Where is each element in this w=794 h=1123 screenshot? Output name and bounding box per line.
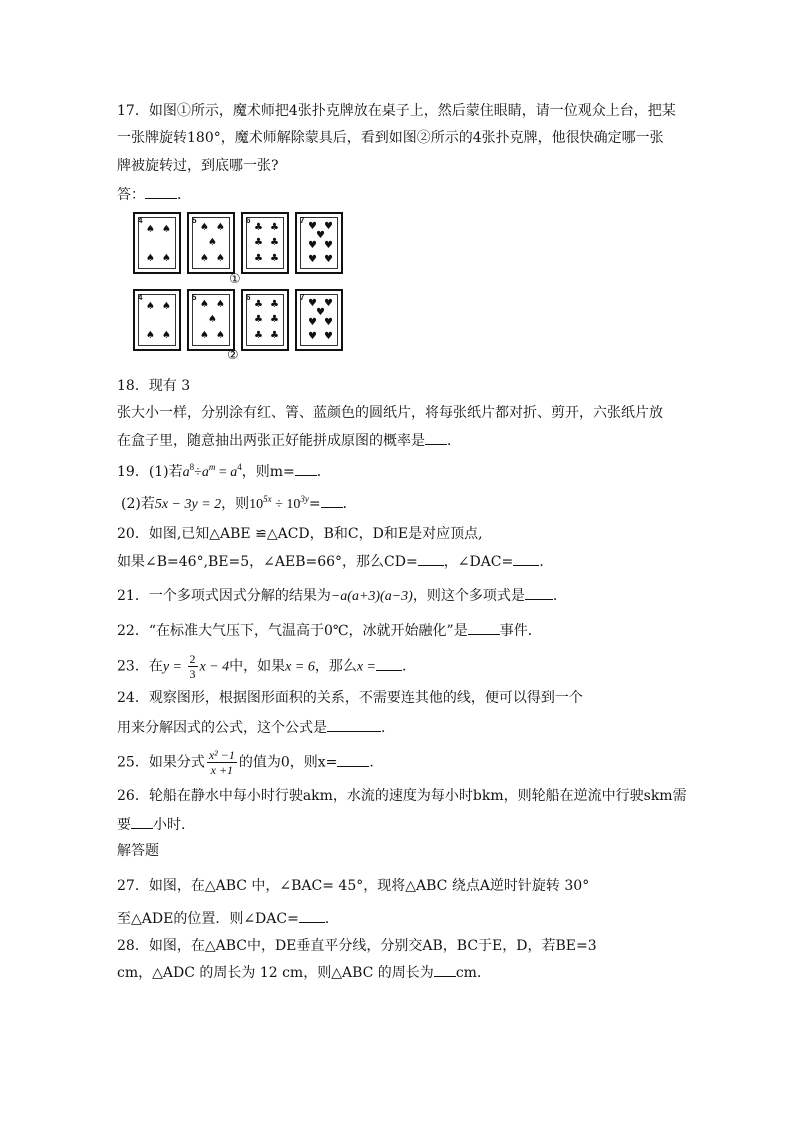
spade-icon: ♠: [208, 237, 217, 248]
figure-label-2: ②: [227, 348, 239, 363]
q22-prefix: 22．“在标准大气压下，气温高于0℃，冰就开始融化”是: [117, 623, 468, 639]
q20-line1: 20．如图,已知△ABE ≌△ACD，B和C，D和E是对应顶点,: [117, 526, 483, 542]
q22-line: [117, 620, 542, 641]
q27-line1: 27．如图，在△ABC 中，∠BAC= 45°，现将△ABC 绕点A逆时针旋转 30°: [117, 878, 590, 894]
card-rank: 7: [300, 216, 305, 225]
q18-line3: [117, 430, 461, 451]
q20-cd-blank[interactable]: [418, 551, 444, 566]
spade-icon: ♠: [200, 299, 209, 310]
q19-part2: [121, 489, 357, 515]
q28-line2-end: cm.: [455, 965, 482, 981]
q19-p2-end: ．: [342, 496, 357, 512]
spade-icon: ♠: [216, 299, 225, 310]
q19-p1-prefix: 19．(1)若: [117, 464, 183, 480]
heart-icon: ♥: [324, 254, 333, 265]
q17-answer-blank[interactable]: [145, 184, 177, 199]
q27-line2: [117, 908, 339, 929]
q23-den: 3: [189, 667, 196, 681]
q23-x: x =: [356, 659, 377, 675]
q26-line1: 26．轮船在静水中每小时行驶akm，水流的速度为每小时bkm，则轮船在逆流中行驶skm需: [117, 788, 687, 804]
q21-expr: −a(a+3)(a−3): [330, 589, 413, 604]
q28-line2-prefix: cm，△ADC 的周长为 12 cm，则△ABC 的周长为: [117, 965, 434, 981]
q19-p1-eq: =: [215, 465, 231, 480]
q21-blank[interactable]: [525, 585, 553, 600]
q26-line2-prefix: 要: [117, 817, 131, 833]
card-7-hearts-row2: [295, 289, 343, 351]
q19-p1-b: a: [201, 465, 209, 480]
card-rank: 5: [192, 216, 197, 225]
q19-p1-exp2: m: [208, 462, 216, 472]
heart-icon: ♥: [324, 298, 333, 309]
q21-mid: ，则这个多项式是: [412, 588, 525, 604]
q25-end: .: [369, 754, 374, 771]
club-icon: ♣: [254, 299, 263, 310]
heart-icon: ♥: [308, 221, 317, 232]
q21-prefix: 21．一个多项式因式分解的结果为: [117, 588, 331, 604]
card-rank: 6: [246, 293, 251, 302]
card-6-clubs-row1: [241, 212, 289, 274]
q25-mid: 的值为0，则x=: [238, 754, 338, 771]
q17-line2: 一张牌旋转180°，魔术师解除蒙具后，看到如图②所示的4张扑克牌，他很快确定哪一张: [117, 130, 664, 146]
q21-line: [117, 585, 557, 607]
q20-line2: [117, 551, 544, 572]
card-rank: 4: [138, 293, 143, 302]
heart-icon: ♥: [316, 307, 325, 318]
q20-line2-a: 如果∠B=46°,BE=5，∠AEB=66°，那么CD=: [117, 554, 418, 570]
q19-p1-mid: ，则m=: [241, 464, 295, 480]
q19-p1-a: a: [182, 465, 190, 480]
q24-line2: [117, 717, 385, 738]
q17-answer-suffix: ．: [177, 187, 191, 203]
spade-icon: ♠: [200, 222, 209, 233]
q27-line2-prefix: 至△ADE的位置．则∠DAC=: [117, 911, 299, 927]
q26-line2-end: 小时.: [153, 817, 186, 833]
q22-blank[interactable]: [468, 620, 500, 635]
q17-answer-prefix: 答：: [117, 187, 145, 203]
q19-p1-c: a: [230, 465, 238, 480]
club-icon: ♣: [254, 314, 263, 325]
q24-line1: 24．观察图形，根据图形面积的关系，不需要连其他的线，便可以得到一个: [117, 690, 583, 706]
club-icon: ♣: [270, 314, 279, 325]
q23-end: .: [402, 658, 407, 675]
card-6-clubs-row2: [241, 289, 289, 351]
spade-icon: ♠: [200, 330, 209, 341]
heart-icon: ♥: [324, 240, 333, 251]
q27-blank[interactable]: [299, 908, 325, 923]
q22-end: 事件．: [499, 623, 542, 639]
spade-icon: ♠: [162, 253, 171, 264]
heart-icon: ♥: [324, 331, 333, 342]
q23-line: [117, 652, 406, 681]
q23-fraction: [188, 652, 198, 681]
spade-icon: ♠: [162, 301, 171, 312]
q19-p2-eq: =: [308, 496, 321, 512]
q19-p2-prefix: (2)若: [121, 496, 155, 512]
q19-p2-expr: 5x − 3y = 2: [154, 497, 222, 512]
club-icon: ♣: [270, 253, 279, 264]
q19-p2-mid: ，则: [221, 496, 250, 512]
q20-dac-blank[interactable]: [513, 551, 539, 566]
figure-label-1: ①: [229, 272, 241, 287]
q19-p1-end: ．: [316, 464, 331, 480]
q18-line2: 张大小一样，分别涂有红、箐、蓝颜色的圆纸片，将每张纸片都对折、剪开，六张纸片放: [117, 405, 663, 421]
q18-line3-suffix: ．: [447, 433, 461, 449]
q25-blank[interactable]: [337, 752, 369, 767]
q25-fraction: [207, 748, 237, 777]
q19-p2-exp-b: 3y: [300, 494, 309, 504]
q18-line1: 18．现有 3: [117, 378, 191, 394]
q24-line2-prefix: 用来分解因式的公式，这个公式是: [117, 720, 327, 736]
spade-icon: ♠: [162, 330, 171, 341]
q17-answer: [117, 184, 191, 205]
q23-num: 2: [189, 652, 196, 666]
heart-icon: ♥: [308, 331, 317, 342]
spade-icon: ♠: [146, 224, 155, 235]
q17-line1: 17．如图①所示，魔术师把4张扑克牌放在桌子上，然后蒙住眼睛，请一位观众上台，把某: [117, 103, 676, 119]
spade-icon: ♠: [216, 222, 225, 233]
q18-line3-prefix: 在盒子里，随意抽出两张正好能拼成原图的概率是: [117, 433, 425, 449]
card-rank: 4: [138, 216, 143, 225]
q23-cond: x = 6: [285, 659, 315, 675]
spade-icon: ♠: [216, 330, 225, 341]
q23-mid2: ，那么: [314, 658, 357, 675]
q24-line2-end: .: [381, 720, 386, 736]
q19-part1: [117, 457, 331, 483]
q20-line2-c: .: [539, 554, 544, 570]
spade-icon: ♠: [146, 253, 155, 264]
heart-icon: ♥: [308, 317, 317, 328]
q23-rest: x − 4: [199, 659, 230, 675]
q27-line2-end: ．: [324, 911, 339, 927]
q25-line: [117, 748, 374, 777]
heart-icon: ♥: [308, 254, 317, 265]
spade-icon: ♠: [162, 224, 171, 235]
spade-icon: ♠: [208, 314, 217, 325]
heart-icon: ♥: [316, 230, 325, 241]
q19-p1-exp1: 8: [189, 462, 195, 472]
club-icon: ♣: [254, 222, 263, 233]
q24-blank[interactable]: [327, 717, 381, 732]
q19-p1-exp3: 4: [237, 462, 242, 472]
q19-p1-blank[interactable]: [295, 461, 317, 476]
q23-prefix: 23．在: [117, 658, 163, 675]
club-icon: ♣: [254, 253, 263, 264]
heart-icon: ♥: [324, 221, 333, 232]
section-heading: 解答题: [117, 843, 159, 859]
q21-end: .: [552, 588, 558, 604]
q18-answer-blank[interactable]: [425, 430, 447, 445]
q26-line2: [117, 814, 185, 835]
q23-y: y =: [162, 659, 186, 675]
q19-p2-10a: 10: [249, 497, 264, 512]
club-icon: ♣: [270, 299, 279, 310]
q19-p2-10b: 10: [286, 497, 301, 512]
club-icon: ♣: [254, 330, 263, 341]
q25-den: x +1: [210, 763, 234, 777]
spade-icon: ♠: [216, 253, 225, 264]
q20-line2-b: ，∠DAC=: [443, 554, 514, 570]
card-rank: 5: [192, 293, 197, 302]
card-rank: 6: [246, 216, 251, 225]
q19-p2-exp-a: 5x: [263, 494, 272, 504]
card-4-spades-row2: [133, 289, 181, 351]
q23-blank[interactable]: [376, 656, 402, 671]
card-rank: 7: [300, 293, 305, 302]
card-5-spades-row2: [187, 289, 235, 351]
club-icon: ♣: [270, 237, 279, 248]
q25-num: x² −1: [208, 748, 235, 762]
q25-prefix: 25．如果分式: [117, 754, 205, 771]
card-7-hearts-row1: [295, 212, 343, 274]
spade-icon: ♠: [200, 253, 209, 264]
q17-line3: 牌被旋转过，到底哪一张?: [117, 158, 279, 174]
q19-p2-div: ÷: [271, 497, 287, 512]
club-icon: ♣: [270, 330, 279, 341]
spade-icon: ♠: [146, 301, 155, 312]
club-icon: ♣: [254, 237, 263, 248]
club-icon: ♣: [270, 222, 279, 233]
q28-blank[interactable]: [434, 962, 456, 977]
q28-line2: [117, 962, 481, 983]
q28-line1: 28．如图，在△ABC中，DE垂直平分线，分别交AB，BC于E，D，若BE=3: [117, 938, 597, 954]
spade-icon: ♠: [146, 330, 155, 341]
heart-icon: ♥: [308, 298, 317, 309]
card-4-spades-row1: [133, 212, 181, 274]
heart-icon: ♥: [324, 317, 333, 328]
q26-blank[interactable]: [131, 814, 153, 829]
card-5-spades-row1: [187, 212, 235, 274]
q19-p2-blank[interactable]: [321, 493, 343, 508]
heart-icon: ♥: [308, 240, 317, 251]
q23-mid: 中，如果: [229, 658, 286, 675]
q19-p1-div: ÷: [194, 465, 202, 480]
